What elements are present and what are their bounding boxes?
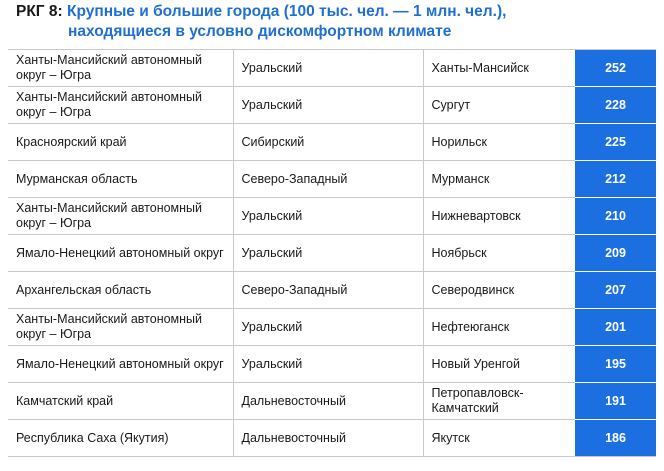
- cell-region: Ямало-Ненецкий автономный округ: [8, 346, 233, 383]
- cell-district: Уральский: [233, 235, 423, 272]
- cell-city: Ноябрьск: [423, 235, 575, 272]
- table-row: [8, 272, 656, 309]
- table-row: [8, 198, 656, 235]
- cell-value: 209: [575, 235, 656, 272]
- cell-region: Мурманская область: [8, 161, 233, 198]
- table-row: [8, 420, 656, 457]
- table-row: [8, 383, 656, 420]
- cell-district: Северо-Западный: [233, 272, 423, 309]
- cell-region: Ханты-Мансийский автономный округ – Югра: [8, 198, 233, 235]
- cities-table: [8, 49, 656, 457]
- table-row: [8, 50, 656, 87]
- title-text-2: находящиеся в условно дискомфортном климате: [68, 23, 452, 40]
- cell-city: Нефтеюганск: [423, 309, 575, 346]
- title-text-1: Крупные и большие города (100 тыс. чел. — 1 млн. чел.),: [67, 3, 507, 20]
- cell-city: Ханты-Мансийск: [423, 50, 575, 87]
- cell-district: Уральский: [233, 87, 423, 124]
- cell-region: Красноярский край: [8, 124, 233, 161]
- cell-district: Уральский: [233, 309, 423, 346]
- cell-city: Петропавловск-Камчатский: [423, 383, 575, 420]
- title-line-1: [16, 2, 656, 22]
- cell-region: Камчатский край: [8, 383, 233, 420]
- cell-value: 191: [575, 383, 656, 420]
- cell-district: Северо-Западный: [233, 161, 423, 198]
- cell-value: 201: [575, 309, 656, 346]
- table-row: [8, 309, 656, 346]
- table-row: [8, 124, 656, 161]
- cell-region: Архангельская область: [8, 272, 233, 309]
- cell-city: Новый Уренгой: [423, 346, 575, 383]
- cell-value: 186: [575, 420, 656, 457]
- title-prefix: РКГ 8:: [16, 3, 63, 20]
- cell-value: 252: [575, 50, 656, 87]
- table-row: [8, 161, 656, 198]
- cell-region: Ханты-Мансийский автономный округ – Югра: [8, 309, 233, 346]
- cell-district: Уральский: [233, 50, 423, 87]
- cell-value: 225: [575, 124, 656, 161]
- cell-district: Сибирский: [233, 124, 423, 161]
- cell-city: Нижневартовск: [423, 198, 575, 235]
- cell-value: 210: [575, 198, 656, 235]
- table-row: [8, 235, 656, 272]
- cell-region: Ханты-Мансийский автономный округ – Югра: [8, 87, 233, 124]
- cell-value: 228: [575, 87, 656, 124]
- table-row: [8, 346, 656, 383]
- cell-city: Якутск: [423, 420, 575, 457]
- cell-region: Ханты-Мансийский автономный округ – Югра: [8, 50, 233, 87]
- cell-district: Дальневосточный: [233, 383, 423, 420]
- cell-city: Сургут: [423, 87, 575, 124]
- cell-value: 195: [575, 346, 656, 383]
- cell-region: Ямало-Ненецкий автономный округ: [8, 235, 233, 272]
- cell-region: Республика Саха (Якутия): [8, 420, 233, 457]
- cell-value: 212: [575, 161, 656, 198]
- cell-city: Норильск: [423, 124, 575, 161]
- cell-city: Мурманск: [423, 161, 575, 198]
- cities-table-body: [8, 50, 656, 457]
- cell-district: Дальневосточный: [233, 420, 423, 457]
- document-title: [16, 2, 656, 42]
- cell-city: Северодвинск: [423, 272, 575, 309]
- cell-district: Уральский: [233, 346, 423, 383]
- cell-district: Уральский: [233, 198, 423, 235]
- table-row: [8, 87, 656, 124]
- cell-value: 207: [575, 272, 656, 309]
